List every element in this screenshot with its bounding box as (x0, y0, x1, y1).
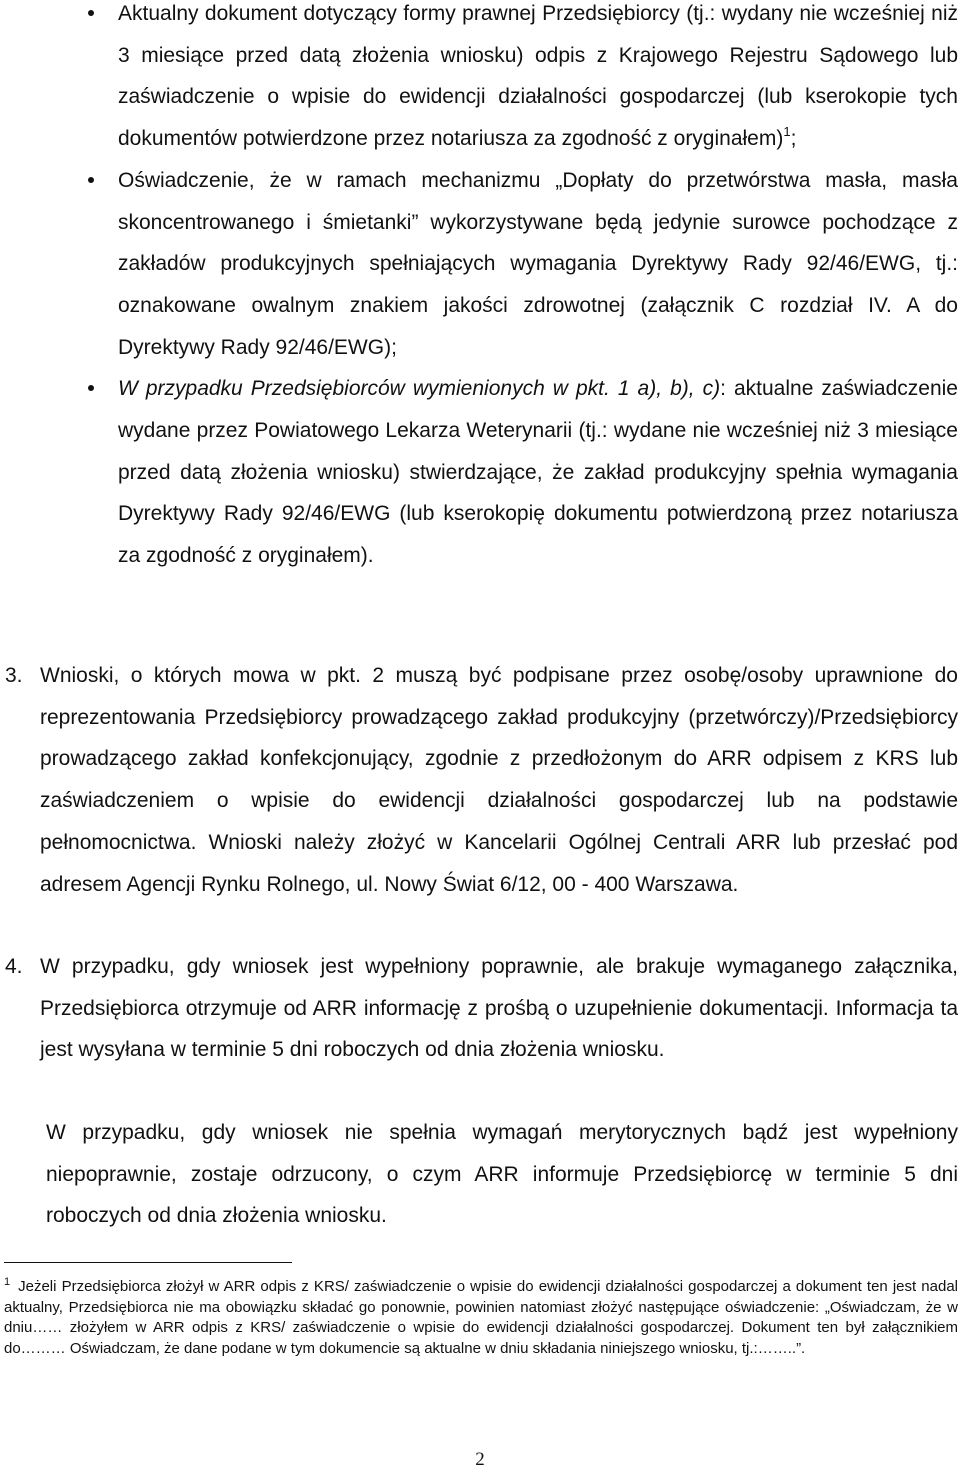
bullet-dot-icon (88, 177, 94, 183)
footnote-reference[interactable]: 1 (783, 124, 791, 140)
numbered-item-4 (0, 946, 958, 1071)
item-text: Wnioski, o których mowa w pkt. 2 muszą być podpisane przez osobę/osoby uprawnione do reprezentowania Przedsiębiorcy prowadzącego zakład produkcyjny (przetwórczy)/Przedsiębiorcy prowadzącego zakład konfekcjonujący, zgodnie z przedłożonym do ARR odpisem z KRS lub zaświadczeniem o wpisie do ewidencji działalności gospodarczej lub na podstawie pełnomocnictwa. Wnioski należy złożyć w Kancelarii Ogólnej Centrali ARR lub przesłać pod adresem Agencji Rynku Rolnego, ul. Nowy Świat 6/12, 00 - 400 Warszawa. (40, 664, 958, 896)
bullet-suffix: ; (790, 127, 797, 151)
bullet-item-veterinary-certificate (0, 368, 958, 577)
bullet-italic-lead: W przypadku Przedsiębiorców wymienionych w pkt. 1 a), b), c) (118, 377, 721, 401)
item-number: 4. (5, 955, 23, 978)
numbered-item-3 (0, 655, 958, 905)
page-number: 2 (475, 1449, 485, 1470)
footnote (4, 1272, 958, 1359)
bullet-text: : aktualne zaświadczenie wydane przez Powiatowego Lekarza Weterynarii (tj.: wydane nie wcześniej niż 3 miesiące przed datą złożenia wniosku) stwierdzające, że zakład produkcyjny spełnia wymagania Dyrektywy Rady 92/46/EWG (lub kserokopię dokumentu potwierdzoną przez notariusza za zgodność z oryginałem). (118, 377, 958, 568)
requirements-bullet-list (0, 0, 958, 577)
bullet-dot-icon (88, 10, 94, 16)
bullet-item-legal-form (0, 0, 958, 160)
bullet-item-declaration (0, 160, 958, 369)
footnote-mark: 1 (4, 1276, 11, 1288)
item-number: 3. (5, 664, 23, 687)
footnote-text: Jeżeli Przedsiębiorca złożył w ARR odpis z KRS/ zaświadczenie o wpisie do ewidencji działalności gospodarczej a dokument ten jest nadal aktualny, Przedsiębiorca nie ma obowiązku składać go ponownie, powinien natomiast złożyć następujące oświadczenie: „Oświadczam, że w dniu…… złożyłem w ARR odpis z KRS/ zaświadczenie o wpisie do ewidencji działalności gospodarczej. Dokument ten był załącznikiem do……… Oświadczam, że dane podane w tym dokumencie są aktualne w dniu składania niniejszego wniosku, tj.:……..”. (4, 1278, 958, 1357)
item-text: W przypadku, gdy wniosek jest wypełniony poprawnie, ale brakuje wymaganego załącznika, Przedsiębiorca otrzymuje od ARR informację z prośbą o uzupełnienie dokumentacji. Informacja ta jest wysyłana w terminie 5 dni roboczych od dnia złożenia wniosku. (40, 955, 958, 1062)
bullet-dot-icon (88, 385, 94, 391)
footnote-divider (4, 1262, 292, 1263)
rejection-paragraph: W przypadku, gdy wniosek nie spełnia wymagań merytorycznych bądź jest wypełniony niepoprawnie, zostaje odrzucony, o czym ARR informuje Przedsiębiorcę w terminie 5 dni roboczych od dnia złożenia wniosku. (46, 1121, 958, 1228)
bullet-text: Oświadczenie, że w ramach mechanizmu „Dopłaty do przetwórstwa masła, masła skoncentrowanego i śmietanki” wykorzystywane będą jedynie surowce pochodzące z zakładów produkcyjnych spełniających wymagania Dyrektywy Rady 92/46/EWG, tj.: oznakowane owalnym znakiem jakości zdrowotnej (załącznik C rozdział IV. A do Dyrektywy Rady 92/46/EWG); (118, 168, 958, 359)
bullet-text: Aktualny dokument dotyczący formy prawnej Przedsiębiorcy (tj.: wydany nie wcześniej niż 3 miesiące przed datą złożenia wniosku) odpis z Krajowego Rejestru Sądowego lub zaświadczenie o wpisie do ewidencji działalności gospodarczej (lub kserokopie tych dokumentów potwierdzone przez notariusza za zgodność z oryginałem) (118, 2, 958, 151)
